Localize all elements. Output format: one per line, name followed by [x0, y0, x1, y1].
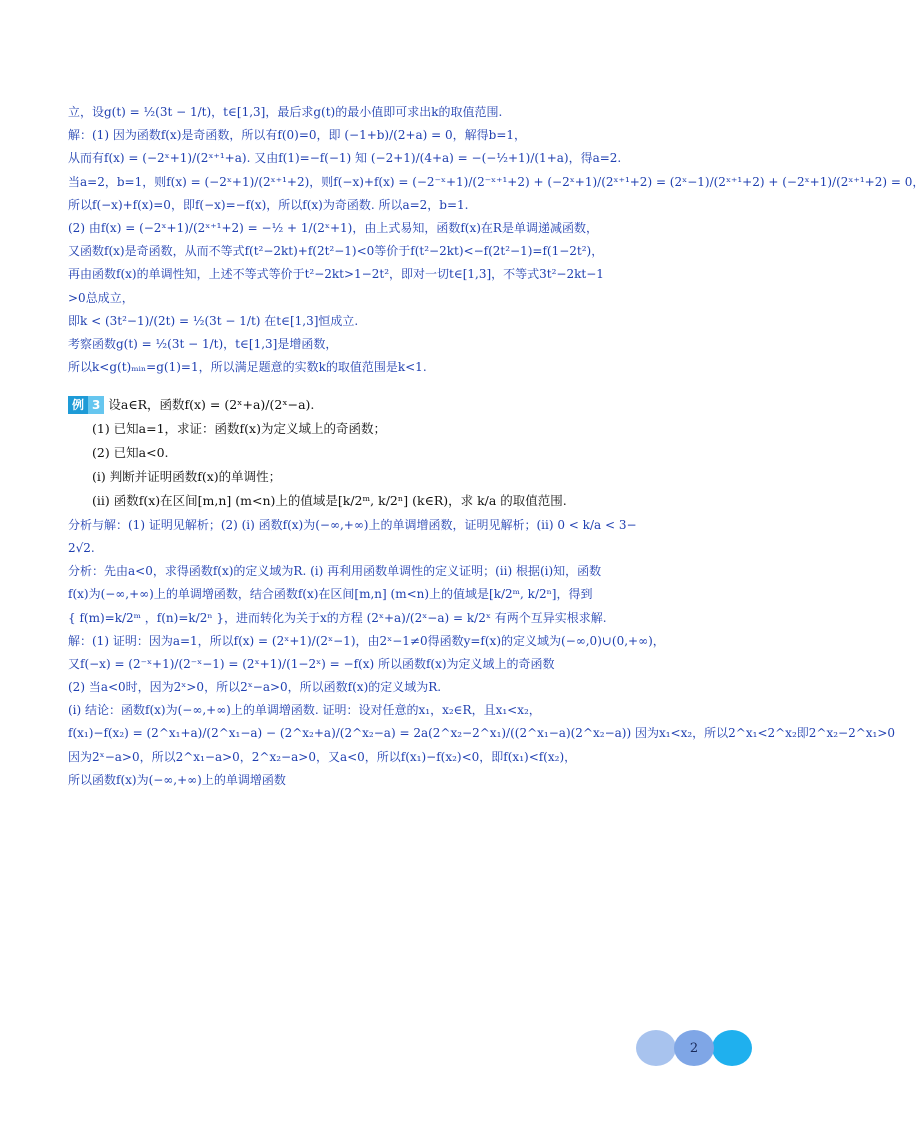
text-line: 从而有f(x) = (−2ˣ+1)/(2ˣ⁺¹+a). 又由f(1)=−f(−1) 知 (−2+1)/(4+a) = −(−½+1)/(1+a)，得a=2. [68, 151, 622, 166]
text-line: (2) 当a<0时，因为2ˣ>0，所以2ˣ−a>0，所以函数f(x)的定义域为R. [68, 680, 442, 695]
text-line: 当a=2，b=1，则f(x) = (−2ˣ+1)/(2ˣ⁺¹+2)，则f(−x)+f(x) = (−2⁻ˣ+1)/(2⁻ˣ⁺¹+2) + (−2ˣ+1)/(2ˣ⁺¹+2) = (2ˣ−1)/(2ˣ⁺¹+2) + (−2ˣ+1)/(2ˣ⁺¹+2) = 0， [68, 174, 924, 189]
text-line: 立，设g(t) = ½(3t − 1/t)，t∈[1,3]，最后求g(t)的最小值即可求出k的取值范围. [68, 105, 503, 119]
example-badge [68, 396, 104, 414]
text-line: (2) 由f(x) = (−2ˣ+1)/(2ˣ⁺¹+2) = −½ + 1/(2ˣ+1)，由上式易知，函数f(x)在R是单调递减函数， [68, 220, 598, 235]
text-line: 解：(1) 证明：因为a=1，所以f(x) = (2ˣ+1)/(2ˣ−1)，由2ˣ−1≠0得函数y=f(x)的定义域为(−∞,0)∪(0,+∞)， [68, 633, 665, 648]
decor-circle [636, 1030, 676, 1066]
page-number: 2 [689, 1040, 699, 1056]
text-line: 所以函数f(x)为(−∞,+∞)上的单调增函数 [68, 772, 286, 787]
example-item: (i) 判断并证明函数f(x)的单调性； [92, 469, 282, 484]
text-line: >0总成立， [68, 290, 134, 305]
example-statement-row [68, 396, 718, 414]
page-content [68, 104, 924, 795]
example-item: (ii) 函数f(x)在区间[m,n] (m<n)上的值域是[k/2ᵐ, k/2ⁿ] (k∈R)，求 k/a 的取值范围. [92, 492, 567, 508]
solution-block-1 [68, 104, 924, 375]
example-badge-number: 3 [88, 396, 104, 414]
text-line: 分析：先由a<0，求得函数f(x)的定义域为R. (i) 再利用函数单调性的定义证明；(ii) 根据(i)知，函数 [68, 564, 602, 579]
text-line: { f(m)=k/2ᵐ ，f(n)=k/2ⁿ }，进而转化为关于x的方程 (2ˣ+a)/(2ˣ−a) = k/2ˣ 有两个互异实根求解. [68, 610, 607, 625]
text-line: 解：(1) 因为函数f(x)是奇函数，所以有f(0)=0，即 (−1+b)/(2+a) = 0，解得b=1， [68, 128, 527, 143]
text-line: 2√2. [68, 540, 95, 555]
solution-block-2 [68, 517, 896, 788]
example-item: (1) 已知a=1，求证：函数f(x)为定义域上的奇函数； [92, 421, 386, 437]
decor-circle [712, 1030, 752, 1066]
text-line: (i) 结论：函数f(x)为(−∞,+∞)上的单调增函数. 证明：设对任意的x₁，x₂∈R，且x₁<x₂， [68, 703, 541, 718]
text-line: f(x₁)−f(x₂) = (2^x₁+a)/(2^x₁−a) − (2^x₂+a)/(2^x₂−a) = 2a(2^x₂−2^x₁)/((2^x₁−a)(2^x₂−a)) 因为x₁<x₂，所以2^x₁<2^x₂即2^x₂−2^x₁>0 [68, 726, 896, 741]
example-block [68, 396, 718, 510]
text-line: 考察函数g(t) = ½(3t − 1/t)，t∈[1,3]是增函数， [68, 336, 338, 351]
example-badge-label: 例 [68, 396, 88, 414]
text-line: 所以f(−x)+f(x)=0，即f(−x)=−f(x)，所以f(x)为奇函数. 所以a=2，b=1. [68, 197, 469, 212]
text-line: 又f(−x) = (2⁻ˣ+1)/(2⁻ˣ−1) = (2ˣ+1)/(1−2ˣ) = −f(x) 所以函数f(x)为定义域上的奇函数 [68, 656, 555, 671]
text-line: 又函数f(x)是奇函数，从而不等式f(t²−2kt)+f(2t²−1)<0等价于f(t²−2kt)<−f(2t²−1)=f(1−2t²)， [68, 244, 604, 259]
text-line: 再由函数f(x)的单调性知，上述不等式等价于t²−2kt>1−2t²，即对一切t∈[1,3]，不等式3t²−2kt−1 [68, 267, 604, 282]
example-item: (2) 已知a<0. [92, 445, 169, 461]
text-line: 即k < (3t²−1)/(2t) = ½(3t − 1/t) 在t∈[1,3]恒成立. [68, 313, 359, 328]
page-number-badge [636, 1028, 752, 1068]
text-line: f(x)为(−∞,+∞)上的单调增函数，结合函数f(x)在区间[m,n] (m<n)上的值域是[k/2ᵐ, k/2ⁿ]，得到 [68, 587, 593, 602]
text-line: 因为2ˣ−a>0，所以2^x₁−a>0，2^x₂−a>0，又a<0，所以f(x₁)−f(x₂)<0，即f(x₁)<f(x₂)， [68, 749, 577, 764]
example-statement: 设a∈R，函数f(x) = (2ˣ+a)/(2ˣ−a). [108, 396, 315, 412]
text-line: 分析与解：(1) 证明见解析；(2) (i) 函数f(x)为(−∞,+∞)上的单调增函数，证明见解析；(ii) 0 < k/a < 3− [68, 517, 637, 532]
text-line: 所以k<g(t)ₘᵢₙ=g(1)=1，所以满足题意的实数k的取值范围是k<1. [68, 360, 427, 375]
